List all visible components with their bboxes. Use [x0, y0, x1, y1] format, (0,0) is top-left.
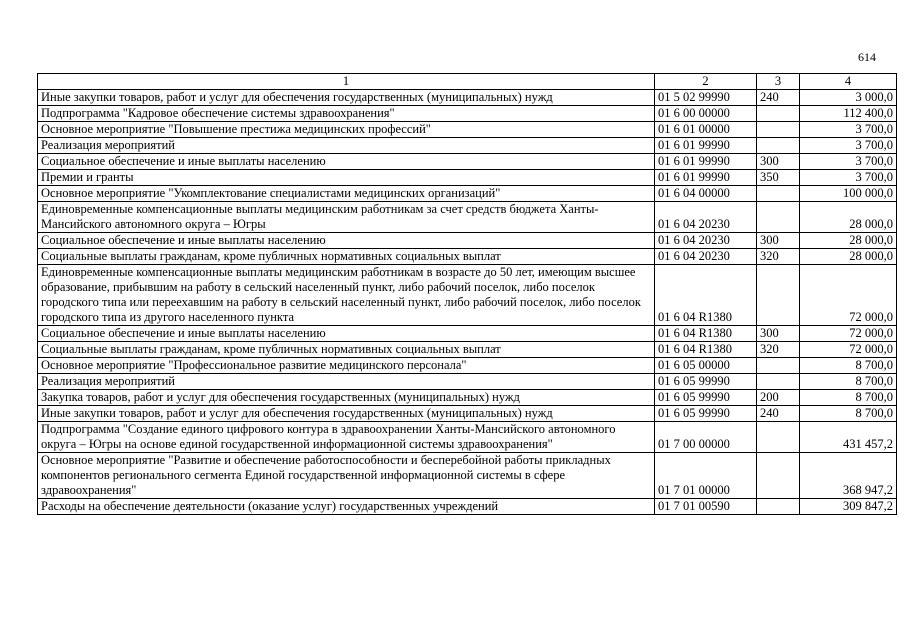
row-name-cell: Иные закупки товаров, работ и услуг для обеспечения государственных (муниципальных) нужд [38, 406, 655, 422]
row-type-cell [757, 106, 800, 122]
row-code-cell: 01 5 02 99990 [655, 90, 757, 106]
table-row [38, 499, 897, 515]
row-type-cell: 240 [757, 90, 800, 106]
row-amount-cell: 3 700,0 [800, 138, 897, 154]
row-amount-cell: 8 700,0 [800, 390, 897, 406]
table-row [38, 170, 897, 186]
table-row [38, 422, 897, 453]
row-type-cell: 300 [757, 233, 800, 249]
row-code-cell: 01 6 05 00000 [655, 358, 757, 374]
row-amount-cell: 72 000,0 [800, 265, 897, 326]
row-name-cell: Единовременные компенсационные выплаты медицинским работникам в возрасте до 50 лет, имеющим высшее образование, прибывшим на работу в сельский населенный пункт, либо рабочий поселок, либо поселок городского типа или переехавшим на работу в сельский населенный пункт, либо рабочий поселок, либо поселок городского типа из другого населенного пункта [38, 265, 655, 326]
row-amount-cell: 112 400,0 [800, 106, 897, 122]
row-amount-cell: 72 000,0 [800, 326, 897, 342]
row-code-cell: 01 6 05 99990 [655, 374, 757, 390]
table-row [38, 90, 897, 106]
row-code-cell: 01 7 01 00590 [655, 499, 757, 515]
header-row [38, 74, 897, 90]
row-amount-cell: 3 700,0 [800, 170, 897, 186]
column-header-code: 2 [655, 74, 757, 90]
page-number: 614 [858, 50, 876, 64]
row-type-cell [757, 122, 800, 138]
row-name-cell: Закупка товаров, работ и услуг для обеспечения государственных (муниципальных) нужд [38, 390, 655, 406]
table-row [38, 233, 897, 249]
row-code-cell: 01 6 04 20230 [655, 202, 757, 233]
row-name-cell: Социальное обеспечение и иные выплаты населению [38, 326, 655, 342]
row-amount-cell: 72 000,0 [800, 342, 897, 358]
row-amount-cell: 8 700,0 [800, 358, 897, 374]
row-name-cell: Социальные выплаты гражданам, кроме публичных нормативных социальных выплат [38, 249, 655, 265]
row-code-cell: 01 6 04 R1380 [655, 342, 757, 358]
row-name-cell: Основное мероприятие "Укомплектование специалистами медицинских организаций" [38, 186, 655, 202]
row-type-cell: 240 [757, 406, 800, 422]
row-type-cell: 300 [757, 326, 800, 342]
row-amount-cell: 28 000,0 [800, 202, 897, 233]
row-amount-cell: 28 000,0 [800, 249, 897, 265]
row-name-cell: Иные закупки товаров, работ и услуг для обеспечения государственных (муниципальных) нужд [38, 90, 655, 106]
row-code-cell: 01 6 04 20230 [655, 249, 757, 265]
row-name-cell: Основное мероприятие "Профессиональное развитие медицинского персонала" [38, 358, 655, 374]
row-amount-cell: 431 457,2 [800, 422, 897, 453]
table-body [38, 90, 897, 515]
row-type-cell [757, 422, 800, 453]
row-name-cell: Единовременные компенсационные выплаты медицинским работникам за счет средств бюджета Ханты-Мансийского автономного округа – Югры [38, 202, 655, 233]
table-header [38, 74, 897, 90]
column-header-type: 3 [757, 74, 800, 90]
row-name-cell: Социальное обеспечение и иные выплаты населению [38, 233, 655, 249]
row-type-cell [757, 265, 800, 326]
row-type-cell: 320 [757, 342, 800, 358]
row-code-cell: 01 6 05 99990 [655, 390, 757, 406]
row-code-cell: 01 6 04 20230 [655, 233, 757, 249]
table-row [38, 106, 897, 122]
table-row [38, 406, 897, 422]
row-type-cell [757, 202, 800, 233]
row-type-cell [757, 138, 800, 154]
row-code-cell: 01 6 01 99990 [655, 138, 757, 154]
row-type-cell: 200 [757, 390, 800, 406]
table-row [38, 326, 897, 342]
table-row [38, 186, 897, 202]
row-code-cell: 01 6 05 99990 [655, 406, 757, 422]
row-type-cell: 350 [757, 170, 800, 186]
table-row [38, 249, 897, 265]
row-amount-cell: 28 000,0 [800, 233, 897, 249]
row-name-cell: Основное мероприятие "Повышение престижа медицинских профессий" [38, 122, 655, 138]
row-code-cell: 01 6 01 99990 [655, 170, 757, 186]
row-name-cell: Премии и гранты [38, 170, 655, 186]
table-row [38, 342, 897, 358]
row-name-cell: Реализация мероприятий [38, 374, 655, 390]
row-code-cell: 01 7 00 00000 [655, 422, 757, 453]
column-header-amount: 4 [800, 74, 897, 90]
budget-table [37, 73, 897, 515]
row-code-cell: 01 7 01 00000 [655, 453, 757, 499]
row-amount-cell: 3 700,0 [800, 154, 897, 170]
row-name-cell: Расходы на обеспечение деятельности (оказание услуг) государственных учреждений [38, 499, 655, 515]
table-row [38, 390, 897, 406]
row-amount-cell: 100 000,0 [800, 186, 897, 202]
row-amount-cell: 368 947,2 [800, 453, 897, 499]
row-type-cell [757, 374, 800, 390]
row-name-cell: Социальные выплаты гражданам, кроме публичных нормативных социальных выплат [38, 342, 655, 358]
table-row [38, 122, 897, 138]
row-name-cell: Реализация мероприятий [38, 138, 655, 154]
row-type-cell: 320 [757, 249, 800, 265]
table-row [38, 138, 897, 154]
row-amount-cell: 8 700,0 [800, 374, 897, 390]
column-header-name: 1 [38, 74, 655, 90]
table-row [38, 358, 897, 374]
row-name-cell: Основное мероприятие "Развитие и обеспечение работоспособности и бесперебойной работы прикладных компонентов регионального сегмента Единой государственной информационной системы в сфере здравоохранения" [38, 453, 655, 499]
table-row [38, 453, 897, 499]
row-amount-cell: 8 700,0 [800, 406, 897, 422]
row-type-cell [757, 358, 800, 374]
row-type-cell [757, 453, 800, 499]
table-row [38, 265, 897, 326]
row-type-cell [757, 499, 800, 515]
row-name-cell: Подпрограмма "Создание единого цифрового контура в здравоохранении Ханты-Мансийского автономного округа – Югры на основе единой государственной информационной системы здравоохранения" [38, 422, 655, 453]
row-name-cell: Подпрограмма "Кадровое обеспечение системы здравоохранения" [38, 106, 655, 122]
table-row [38, 202, 897, 233]
row-type-cell: 300 [757, 154, 800, 170]
row-code-cell: 01 6 04 00000 [655, 186, 757, 202]
row-amount-cell: 3 000,0 [800, 90, 897, 106]
row-code-cell: 01 6 01 99990 [655, 154, 757, 170]
row-code-cell: 01 6 00 00000 [655, 106, 757, 122]
row-code-cell: 01 6 04 R1380 [655, 326, 757, 342]
row-name-cell: Социальное обеспечение и иные выплаты населению [38, 154, 655, 170]
table-row [38, 154, 897, 170]
row-amount-cell: 3 700,0 [800, 122, 897, 138]
row-amount-cell: 309 847,2 [800, 499, 897, 515]
row-type-cell [757, 186, 800, 202]
row-code-cell: 01 6 04 R1380 [655, 265, 757, 326]
row-code-cell: 01 6 01 00000 [655, 122, 757, 138]
table-row [38, 374, 897, 390]
